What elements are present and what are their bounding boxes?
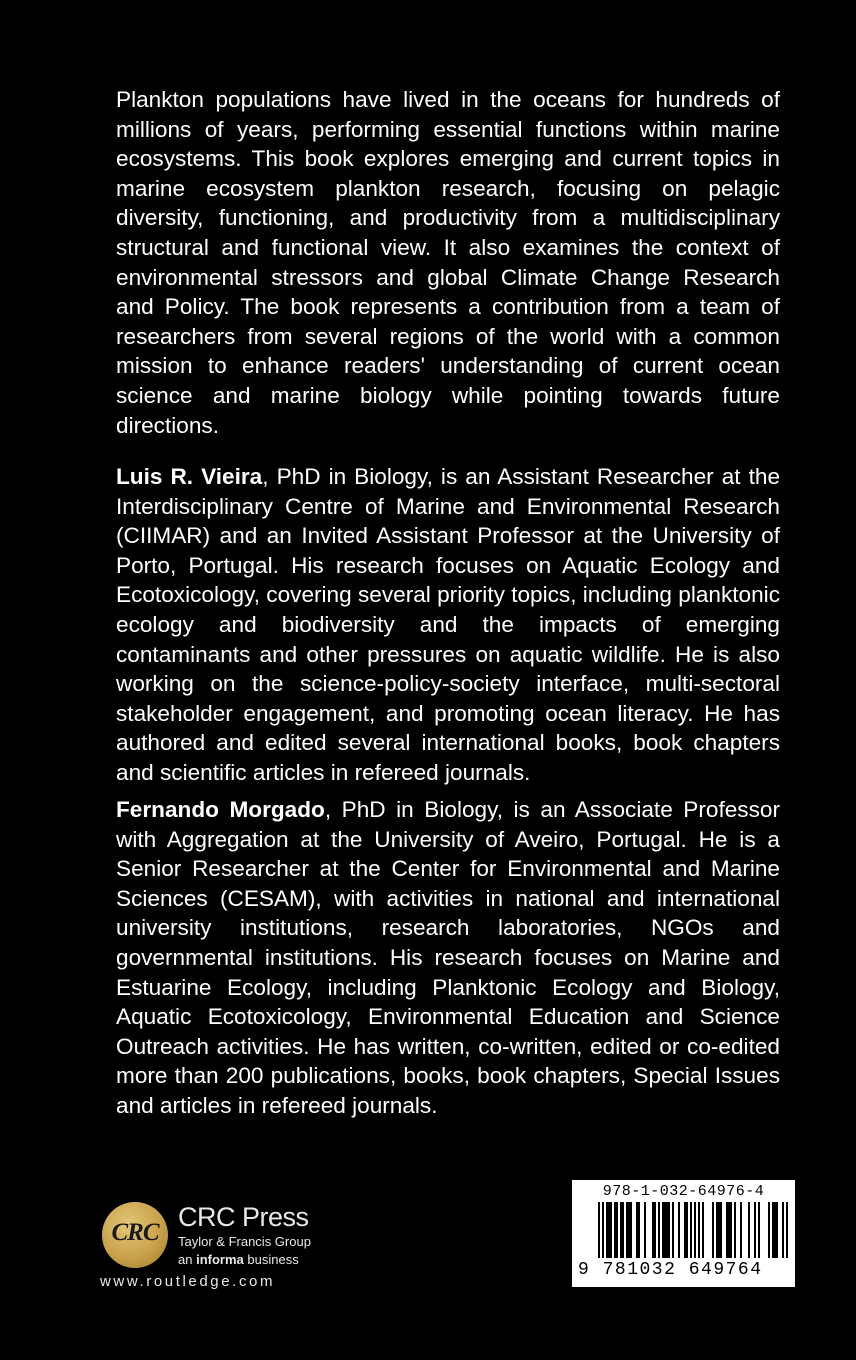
barcode-bar <box>740 1202 742 1258</box>
author-bio-vieira <box>116 462 780 788</box>
barcode-bar <box>786 1202 788 1258</box>
publisher-group: Taylor & Francis Group <box>178 1234 311 1249</box>
barcode-icon <box>598 1202 788 1258</box>
barcode-bar <box>684 1202 686 1258</box>
publisher-website[interactable]: www.routledge.com <box>100 1273 276 1290</box>
barcode-bar <box>734 1202 736 1258</box>
barcode-bar <box>678 1202 680 1258</box>
barcode-bar <box>662 1202 664 1258</box>
barcode-bar <box>636 1202 638 1258</box>
barcode-bar <box>758 1202 760 1258</box>
barcode-bar <box>644 1202 646 1258</box>
barcode-bar <box>698 1202 700 1258</box>
barcode-bar <box>776 1202 778 1258</box>
barcode-bar <box>730 1202 732 1258</box>
barcode-bar <box>652 1202 654 1258</box>
barcode-bar <box>686 1202 688 1258</box>
barcode-bar <box>608 1202 610 1258</box>
author-bio-morgado <box>116 795 780 1121</box>
author-bio-text: , PhD in Biology, is an Associate Professor with Aggregation at the University of Aveiro, Portugal. He is a Senior Researcher at the Center for Environmental and Marine Sciences (CESAM), with activities in national and international university institutions, research laboratories, NGOs and governmental institutions. His research focuses on Marine and Estuarine Ecology, including Planktonic Ecology and Biology, Aquatic Ecotoxicology, Environmental Education and Science Outreach activities. He has written, co-written, edited or co-edited more than 200 publications, books, book chapters, Special Issues and articles in refereed journals. <box>116 797 780 1118</box>
barcode-digits: 9 781032 649764 <box>578 1260 763 1280</box>
barcode-bar <box>664 1202 666 1258</box>
isbn-barcode <box>572 1180 795 1287</box>
barcode-bar <box>768 1202 770 1258</box>
barcode-bar <box>630 1202 632 1258</box>
barcode-bar <box>718 1202 720 1258</box>
barcode-bar <box>748 1202 750 1258</box>
barcode-bar <box>694 1202 696 1258</box>
barcode-bar <box>782 1202 784 1258</box>
barcode-bar <box>702 1202 704 1258</box>
barcode-bar <box>668 1202 670 1258</box>
book-description <box>116 85 780 440</box>
barcode-bar <box>666 1202 668 1258</box>
barcode-bar <box>754 1202 756 1258</box>
barcode-bar <box>728 1202 730 1258</box>
barcode-bar <box>726 1202 728 1258</box>
barcode-bar <box>672 1202 674 1258</box>
logo-mark-text: CRC <box>111 1219 159 1246</box>
description-text: Plankton populations have lived in the oceans for hundreds of millions of years, performing essential functions within marine ecosystems. This book explores emerging and current topics in marine ecosystem plankton research, focusing on pelagic diversity, functioning, and productivity from a multidisciplinary structural and functional view. It also examines the context of environmental stressors and global Climate Change Research and Policy. The book represents a contribution from a team of researchers from several regions of the world with a common mission to enhance readers' understanding of current ocean science and marine biology while pointing towards future directions. <box>116 87 780 438</box>
author-bio-text: , PhD in Biology, is an Assistant Researcher at the Interdisciplinary Centre of Marine and Environmental Research (CIIMAR) and an Invited Assistant Professor at the University of Porto, Portugal. His research focuses on Aquatic Ecology and Ecotoxicology, covering several priority topics, including planktonic ecology and biodiversity and the impacts of emerging contaminants and other pressures on aquatic wildlife. He is also working on the science-policy-society interface, multi-sectoral stakeholder engagement, and promoting ocean literacy. He has authored and edited several international books, book chapters and scientific articles in refereed journals. <box>116 464 781 785</box>
barcode-bar <box>690 1202 692 1258</box>
barcode-bar <box>772 1202 774 1258</box>
barcode-bar <box>774 1202 776 1258</box>
barcode-bar <box>622 1202 624 1258</box>
barcode-bar <box>658 1202 660 1258</box>
author-name: Fernando Morgado <box>116 797 325 822</box>
barcode-bar <box>616 1202 618 1258</box>
barcode-bar <box>638 1202 640 1258</box>
barcode-bar <box>628 1202 630 1258</box>
barcode-bar <box>620 1202 622 1258</box>
barcode-bar <box>712 1202 714 1258</box>
isbn-number: 978-1-032-64976-4 <box>602 1183 765 1200</box>
barcode-bar <box>610 1202 612 1258</box>
author-name: Luis R. Vieira <box>116 464 263 489</box>
barcode-bar <box>654 1202 656 1258</box>
barcode-bar <box>614 1202 616 1258</box>
barcode-bar <box>720 1202 722 1258</box>
barcode-bar <box>626 1202 628 1258</box>
crc-logo-icon <box>102 1202 168 1268</box>
barcode-bar <box>602 1202 604 1258</box>
barcode-bar <box>598 1202 600 1258</box>
publisher-tagline: an informa business <box>178 1252 299 1267</box>
publisher-name: CRC Press <box>178 1202 309 1232</box>
barcode-bar <box>716 1202 718 1258</box>
barcode-bar <box>606 1202 608 1258</box>
